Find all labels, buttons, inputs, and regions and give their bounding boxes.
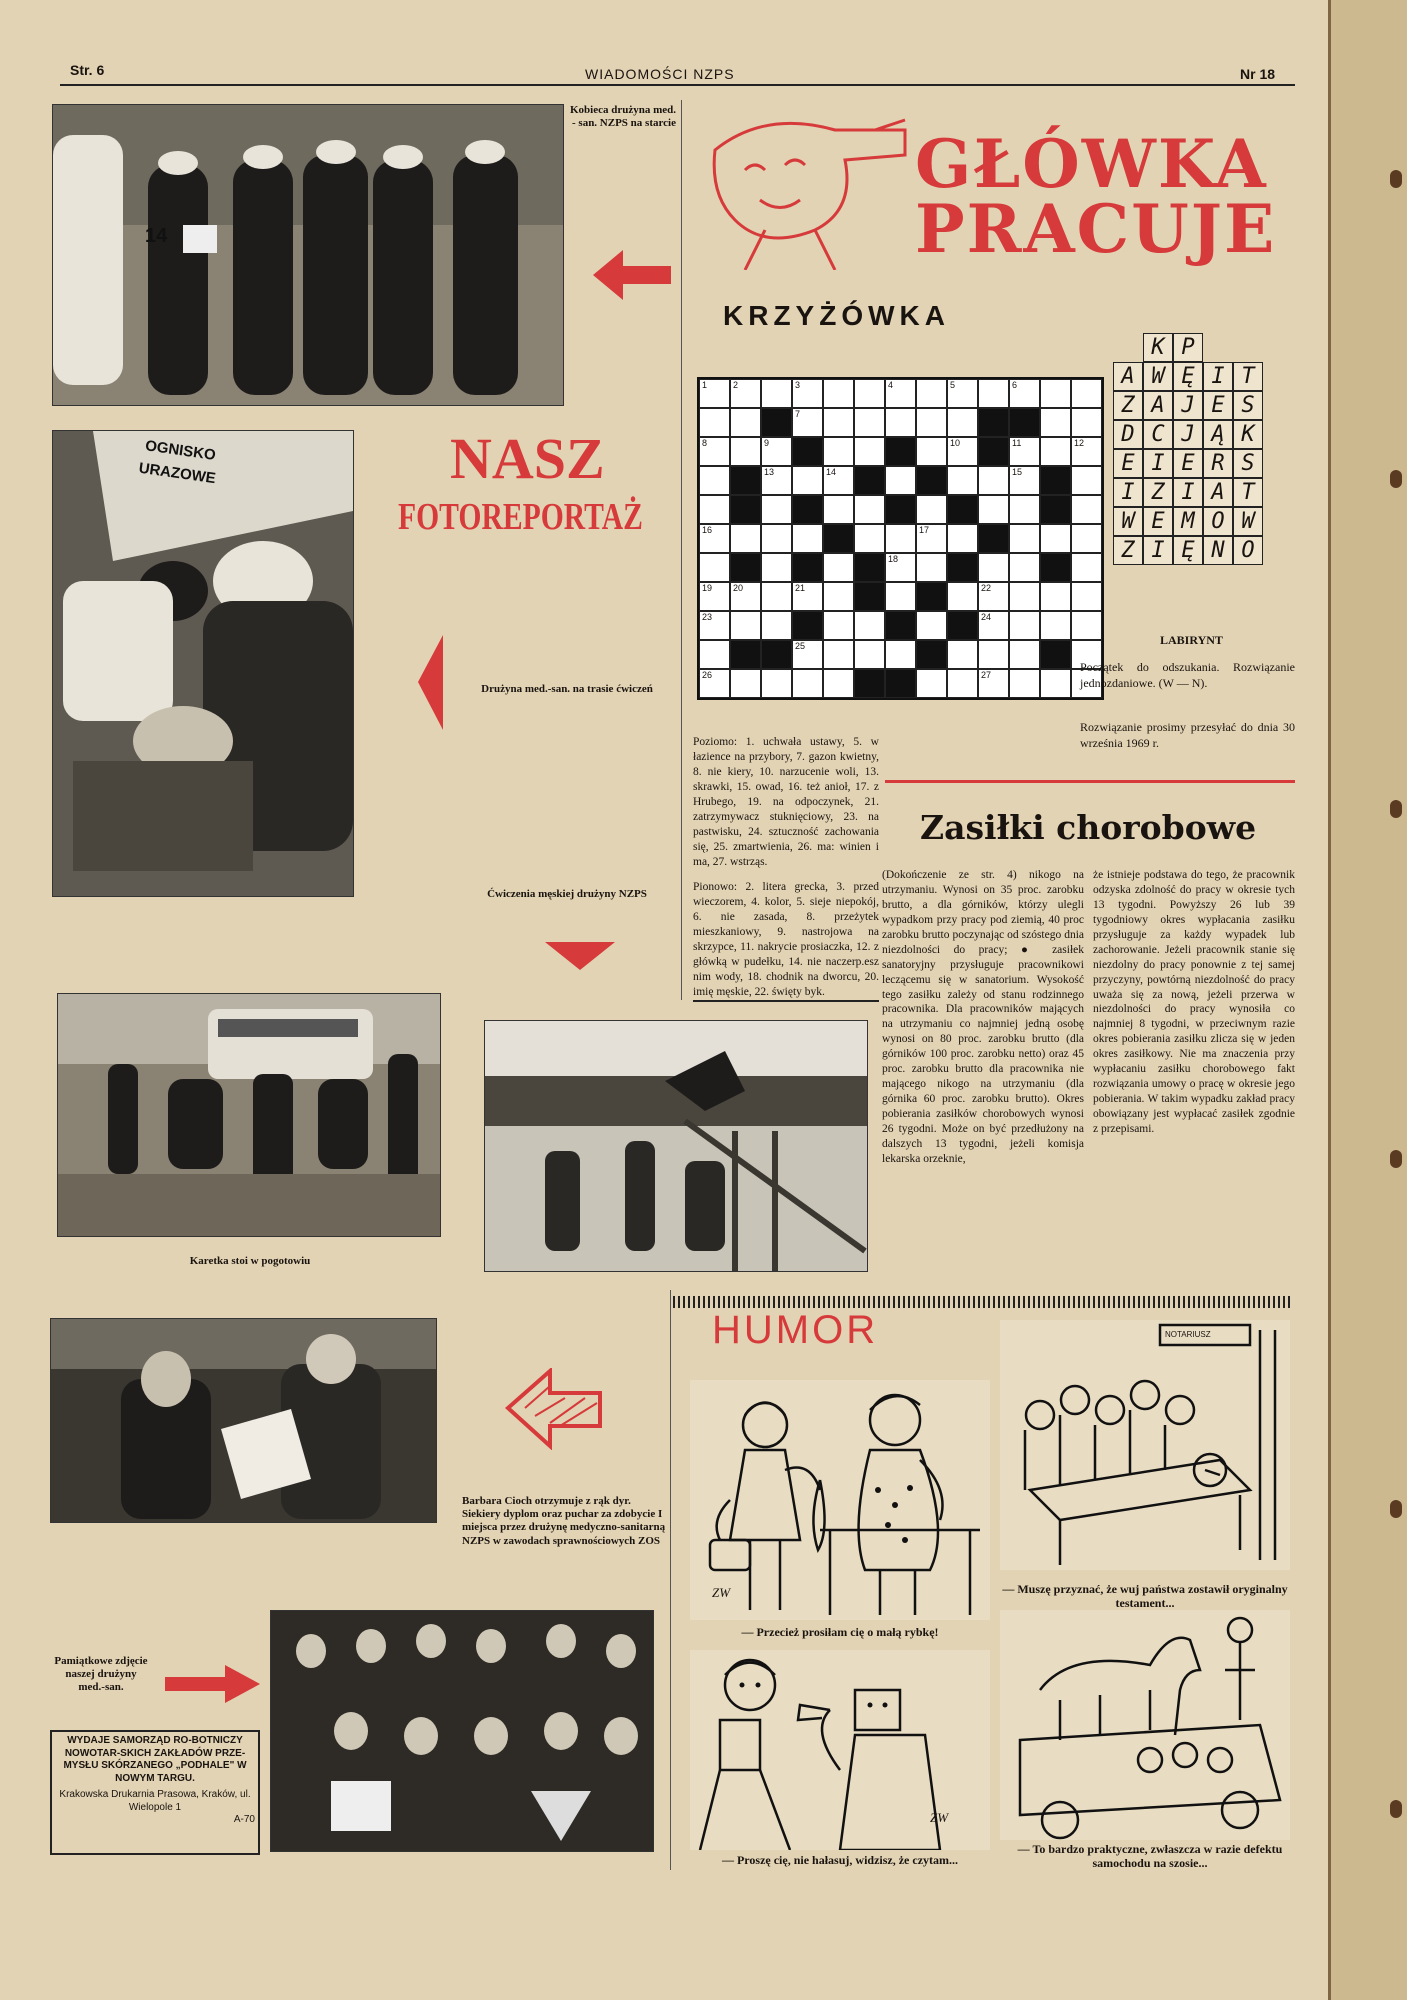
banner-glowka: GŁÓWKA: [915, 125, 1268, 203]
humor-title: HUMOR: [712, 1308, 879, 1352]
cartoon-signature: ZW: [930, 1810, 949, 1825]
labyrinth-cell: [1113, 333, 1143, 362]
submission-deadline: Rozwiązanie prosimy przesyłać do dnia 30 września 1969 r.: [1080, 720, 1295, 750]
arrow-down-icon: [545, 942, 615, 970]
printer-text: Krakowska Drukarnia Prasowa, Kraków, ul. Wielopole 1: [59, 1789, 251, 1813]
labyrinth-grid: [1113, 333, 1263, 594]
labyrinth-cell: T: [1233, 478, 1263, 507]
feature-title-nasz: NASZ: [450, 426, 605, 491]
labyrinth-title: LABIRYNT: [1160, 633, 1223, 647]
article-column-1: (Dokończenie ze str. 4) nikogo na utrzymaniu. Wynosi on 35 proc. zarobku brutto, a dla górników, którzy ulegli wypadkom przy pracy pod ziemią, 40 proc zarobku brutto poczynając od szóstego dnia niezdolności do pracy; ● zasiłek sanatoryjny przysługuje pracownikowi leczącemu się w sanatorium. Wysokość tego zasiłku zależy od stanu rodzinnego pracownika. Dla pracowników mających na utrzymaniu co najmniej jedną osobę wynosi on 80 proc. zarobku brutto (dla górników 100 proc. zarobku netto) oraz 45 proc. zarobku brutto dla pracownika nie mającego nikogo na utrzymaniu (dla górnika 60 proc. zarobku brutto). Okres pobierania zasiłków chorobowych wynosi 26 tygodni. Może on być przedłużony na dalszych 13 tygodni, jeżeli komisja lekarska orzeknie,: [882, 869, 1084, 1165]
photo5-caption: Barbara Cioch otrzymuje z rąk dyr. Siekiery dyplom oraz puchar za zdobycie I miejsca przez drużynę medyczno-sanitarną NZPS w zawodach sprawnościowych ZOS: [462, 1495, 666, 1547]
labyrinth-cell: P: [1173, 333, 1203, 362]
thinking-head-icon: [705, 100, 915, 270]
photo1-caption: Kobieca drużyna med. - san. NZPS na starcie: [569, 104, 676, 130]
crossword-down-clues: Pionowo: 2. litera grecka, 3. przed wieczorem, 4. kolor, 5. sieje niepokój, 6. nie zasada, 8. przeżytek mieszkaniowy, 9. nastrojowa na skrzypce, 11. nakrycie prosiaczka, 12. z główką w pudełku, 14. nie naczerp.esz nim wody, 18. chodnik na dworcu, 20. imię męskie, 22. święty byk.: [693, 881, 879, 998]
photo4-caption: Karetka stoi w pogotowiu: [189, 1255, 311, 1267]
labyrinth-cell: E: [1113, 449, 1143, 478]
publisher-box: [50, 1730, 260, 1855]
binder-ring: [1390, 1500, 1402, 1518]
article-title: Zasiłki chorobowe: [920, 808, 1257, 847]
labyrinth-cell: W: [1113, 507, 1143, 536]
photo-medical-exercise: [52, 430, 354, 897]
column-divider: [681, 100, 682, 1000]
photo-team-group: [270, 1610, 654, 1852]
cartoon-signature: ZW: [712, 1585, 731, 1600]
binder-ring: [1390, 170, 1402, 188]
photo2-caption: Drużyna med.-san. na trasie ćwiczeń: [481, 683, 653, 695]
photo-diploma-award: [50, 1318, 437, 1523]
labyrinth-cell: W: [1233, 507, 1263, 536]
header-rule: [60, 84, 1295, 86]
labyrinth-cell: M: [1173, 507, 1203, 536]
labyrinth-cell: Ę: [1173, 536, 1203, 565]
humor-pattern-bar: [673, 1296, 1293, 1308]
binder-ring: [1390, 1150, 1402, 1168]
binder-ring: [1390, 800, 1402, 818]
feature-title-fotoreportaz: FOTOREPORTAŻ: [398, 496, 643, 538]
cartoon4-caption: — To bardzo praktyczne, zwłaszcza w razie defektu samochodu na szosie...: [1017, 1842, 1283, 1871]
arrow-left-outline-icon: [505, 1368, 605, 1450]
labyrinth-cell: E: [1173, 449, 1203, 478]
arrow-left-icon: [593, 250, 673, 300]
print-code: A-70: [233, 1814, 255, 1825]
cartoon-testament: [1000, 1320, 1290, 1570]
cartoon1-caption: — Przecież prosiłam cię o małą rybkę!: [741, 1625, 939, 1639]
labyrinth-cell: Ą: [1203, 420, 1233, 449]
labyrinth-cell: R: [1203, 449, 1233, 478]
labyrinth-cell: T: [1233, 362, 1263, 391]
photo-womens-team: [52, 104, 564, 406]
crossword-across-clues: Poziomo: 1. uchwała ustawy, 5. w łazience na przybory, 7. gazon kwietny, 8. nie kiery, 10. narzucenie woli, 13. skrawki, 15. owad, 16. też anioł, 17. z Hrubego, 19. na odpoczynek, 21. zatrzymywacz stuknięciowy, 23. na pastwisku, 24. sztuczność zachowania się, 25. zmartwienia, 26. ma: winien i ma, 27. wstrząs.: [693, 736, 879, 868]
labyrinth-cell: Z: [1143, 478, 1173, 507]
labyrinth-instructions: Początek do odszukania. Rozwiązanie jednozdaniowe. (W — N).: [1080, 660, 1295, 690]
photo3-caption: Ćwiczenia męskiej drużyny NZPS: [487, 888, 647, 900]
labyrinth-cell: Ę: [1173, 362, 1203, 391]
labyrinth-cell: J: [1173, 391, 1203, 420]
labyrinth-cell: I: [1143, 449, 1173, 478]
labyrinth-cell: D: [1113, 420, 1143, 449]
labyrinth-cell: [1203, 333, 1233, 362]
red-divider-rule: [885, 780, 1295, 783]
sign-line1: OGNISKO: [144, 437, 217, 464]
binder-ring: [1390, 1800, 1402, 1818]
labyrinth-cell: K: [1143, 333, 1173, 362]
labyrinth-cell: W: [1143, 362, 1173, 391]
labyrinth-cell: O: [1203, 507, 1233, 536]
labyrinth-cell: Z: [1113, 536, 1143, 565]
photo6-caption: Pamiątkowe zdjęcie naszej drużyny med.-san.: [54, 1655, 148, 1694]
article-column-2: że istnieje podstawa do tego, że pracownik odzyska zdolność do pracy w okresie tych 13 tygodni. Powyższy 26 lub 39 tygodniowy okres wypłacania zasiłku przysługuje za każdy wypadek lub zachorowanie. Jeżeli pracownik stanie się niezdolny do pracy ponownie z tej samej przyczyny, powtórną niezdolność do pracy uważa się za nową, jeżeli przerwa w niezdolności do pracy wynosiła co najmniej 8 tygodni, w przeciwnym razie okres pobierania zasiłku zlicza się w jeden okres zasiłkowy. Nie ma znaczenia przy wypłacaniu zasiłku chorobowego fakt rozwiązania umowy o pracę w okresie jego pobierania. W takim wypadku zakład pracy obowiązany jest wypłacać zasiłek zgodnie z przepisami.: [1093, 869, 1295, 1135]
labyrinth-cell: C: [1143, 420, 1173, 449]
humor-divider: [670, 1290, 671, 1870]
publisher-text: WYDAJE SAMORZĄD RO-BOTNICZY NOWOTAR-SKICH ZAKŁADÓW PRZE-MYSŁU SKÓRZANEGO „PODHALE" W NOWYM TARGU.: [63, 1735, 247, 1784]
crossword-grid: 1 2 3 4 5 6 7 8 9 10 11 12 13 14 15 16 17 18 19 20 21 22 23 24 25 26 27: [697, 377, 1104, 700]
issue-number: Nr 18: [1240, 66, 1276, 82]
labyrinth-cell: E: [1143, 507, 1173, 536]
labyrinth-cell: S: [1233, 391, 1263, 420]
labyrinth-cell: S: [1233, 449, 1263, 478]
cartoon-fish: [690, 1380, 990, 1620]
binder-ring: [1390, 470, 1402, 488]
paper-title: WIADOMOŚCI NZPS: [585, 66, 735, 82]
cartoon2-caption: — Muszę przyznać, że wuj państwa zostawił oryginalny testament...: [1002, 1582, 1288, 1611]
clues-bottom-rule: [693, 1000, 879, 1002]
banner-pracuje: PRACUJE: [915, 190, 1277, 268]
page-number: Str. 6: [70, 62, 105, 78]
labyrinth-cell: I: [1173, 478, 1203, 507]
crossword-title: KRZYŻÓWKA: [723, 300, 950, 331]
cartoon3-caption: — Proszę cię, nie hałasuj, widzisz, że czytam...: [721, 1853, 959, 1867]
arrow-left-icon: [418, 635, 443, 730]
notary-sign: NOTARIUSZ: [1165, 1330, 1211, 1339]
labyrinth-cell: K: [1233, 420, 1263, 449]
cartoon-horse-car: [1000, 1610, 1290, 1840]
labyrinth-cell: A: [1143, 391, 1173, 420]
labyrinth-cell: N: [1203, 536, 1233, 565]
labyrinth-cell: J: [1173, 420, 1203, 449]
labyrinth-cell: A: [1113, 362, 1143, 391]
labyrinth-cell: O: [1233, 536, 1263, 565]
labyrinth-cell: Z: [1113, 391, 1143, 420]
labyrinth-cell: A: [1203, 478, 1233, 507]
photo-ambulance: [57, 993, 441, 1237]
photo-mens-team-exercise: [484, 1020, 868, 1272]
next-page-edge: [1328, 0, 1407, 2000]
labyrinth-cell: E: [1203, 391, 1233, 420]
labyrinth-cell: I: [1113, 478, 1143, 507]
sign-line2: URAZOWE: [137, 459, 217, 487]
arrow-right-icon: [165, 1665, 260, 1703]
labyrinth-cell: I: [1143, 536, 1173, 565]
race-bib-number: 14: [145, 225, 168, 247]
labyrinth-cell: [1233, 333, 1263, 362]
labyrinth-cell: I: [1203, 362, 1233, 391]
